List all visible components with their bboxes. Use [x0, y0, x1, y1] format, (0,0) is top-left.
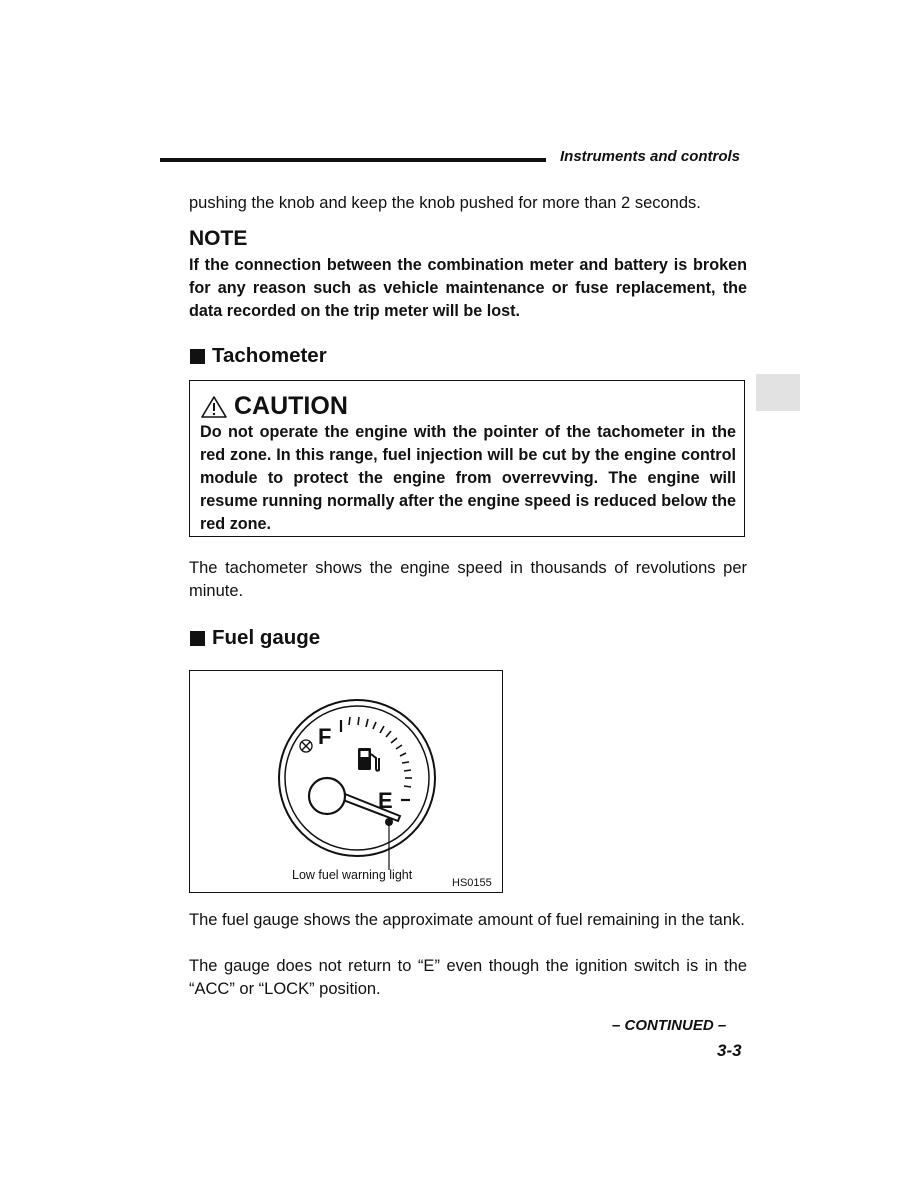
- caution-heading-text: CAUTION: [234, 392, 348, 420]
- fuel-gauge-heading: [190, 626, 320, 650]
- header-rule: [160, 158, 546, 162]
- figure-code: HS0155: [452, 877, 492, 889]
- full-label: F: [318, 724, 332, 749]
- warning-triangle-icon: [200, 395, 228, 419]
- fuel-gauge-paragraph-1: The fuel gauge shows the approximate amount of fuel remaining in the tank.: [189, 911, 745, 929]
- caution-body: Do not operate the engine with the pointer of the tachometer in the red zone. In this range, fuel injection will be cut by the engine control module to protect the engine from overrevving. The engine will resume running normally after the engine speed is reduced below the red zone.: [200, 423, 736, 533]
- tachometer-description: The tachometer shows the engine speed in thousands of revolutions per minute.: [189, 559, 747, 600]
- figure-caption: Low fuel warning light: [292, 868, 413, 882]
- note-body: If the connection between the combination meter and battery is broken for any reason such as vehicle maintenance or fuse replacement, the data recorded on the trip meter will be lost.: [189, 256, 747, 320]
- fuel-gauge-paragraph-2: The gauge does not return to “E” even though the ignition switch is in the “ACC” or “LOCK” position.: [189, 957, 747, 998]
- fuel-gauge-illustration: [270, 690, 450, 870]
- black-square-icon: [190, 631, 205, 646]
- black-square-icon: [190, 349, 205, 364]
- tachometer-heading-text: Tachometer: [212, 344, 327, 367]
- caution-heading: [200, 392, 348, 421]
- tachometer-heading: [190, 344, 327, 368]
- continued-label: – CONTINUED –: [612, 1017, 727, 1034]
- page-number: 3-3: [717, 1041, 742, 1060]
- section-title: Instruments and controls: [560, 148, 741, 165]
- empty-label: E: [378, 788, 393, 813]
- note-heading: NOTE: [189, 227, 248, 250]
- chapter-thumb-tab: [756, 374, 800, 411]
- intro-text: pushing the knob and keep the knob pushed for more than 2 seconds.: [189, 194, 701, 212]
- fuel-gauge-heading-text: Fuel gauge: [212, 626, 321, 649]
